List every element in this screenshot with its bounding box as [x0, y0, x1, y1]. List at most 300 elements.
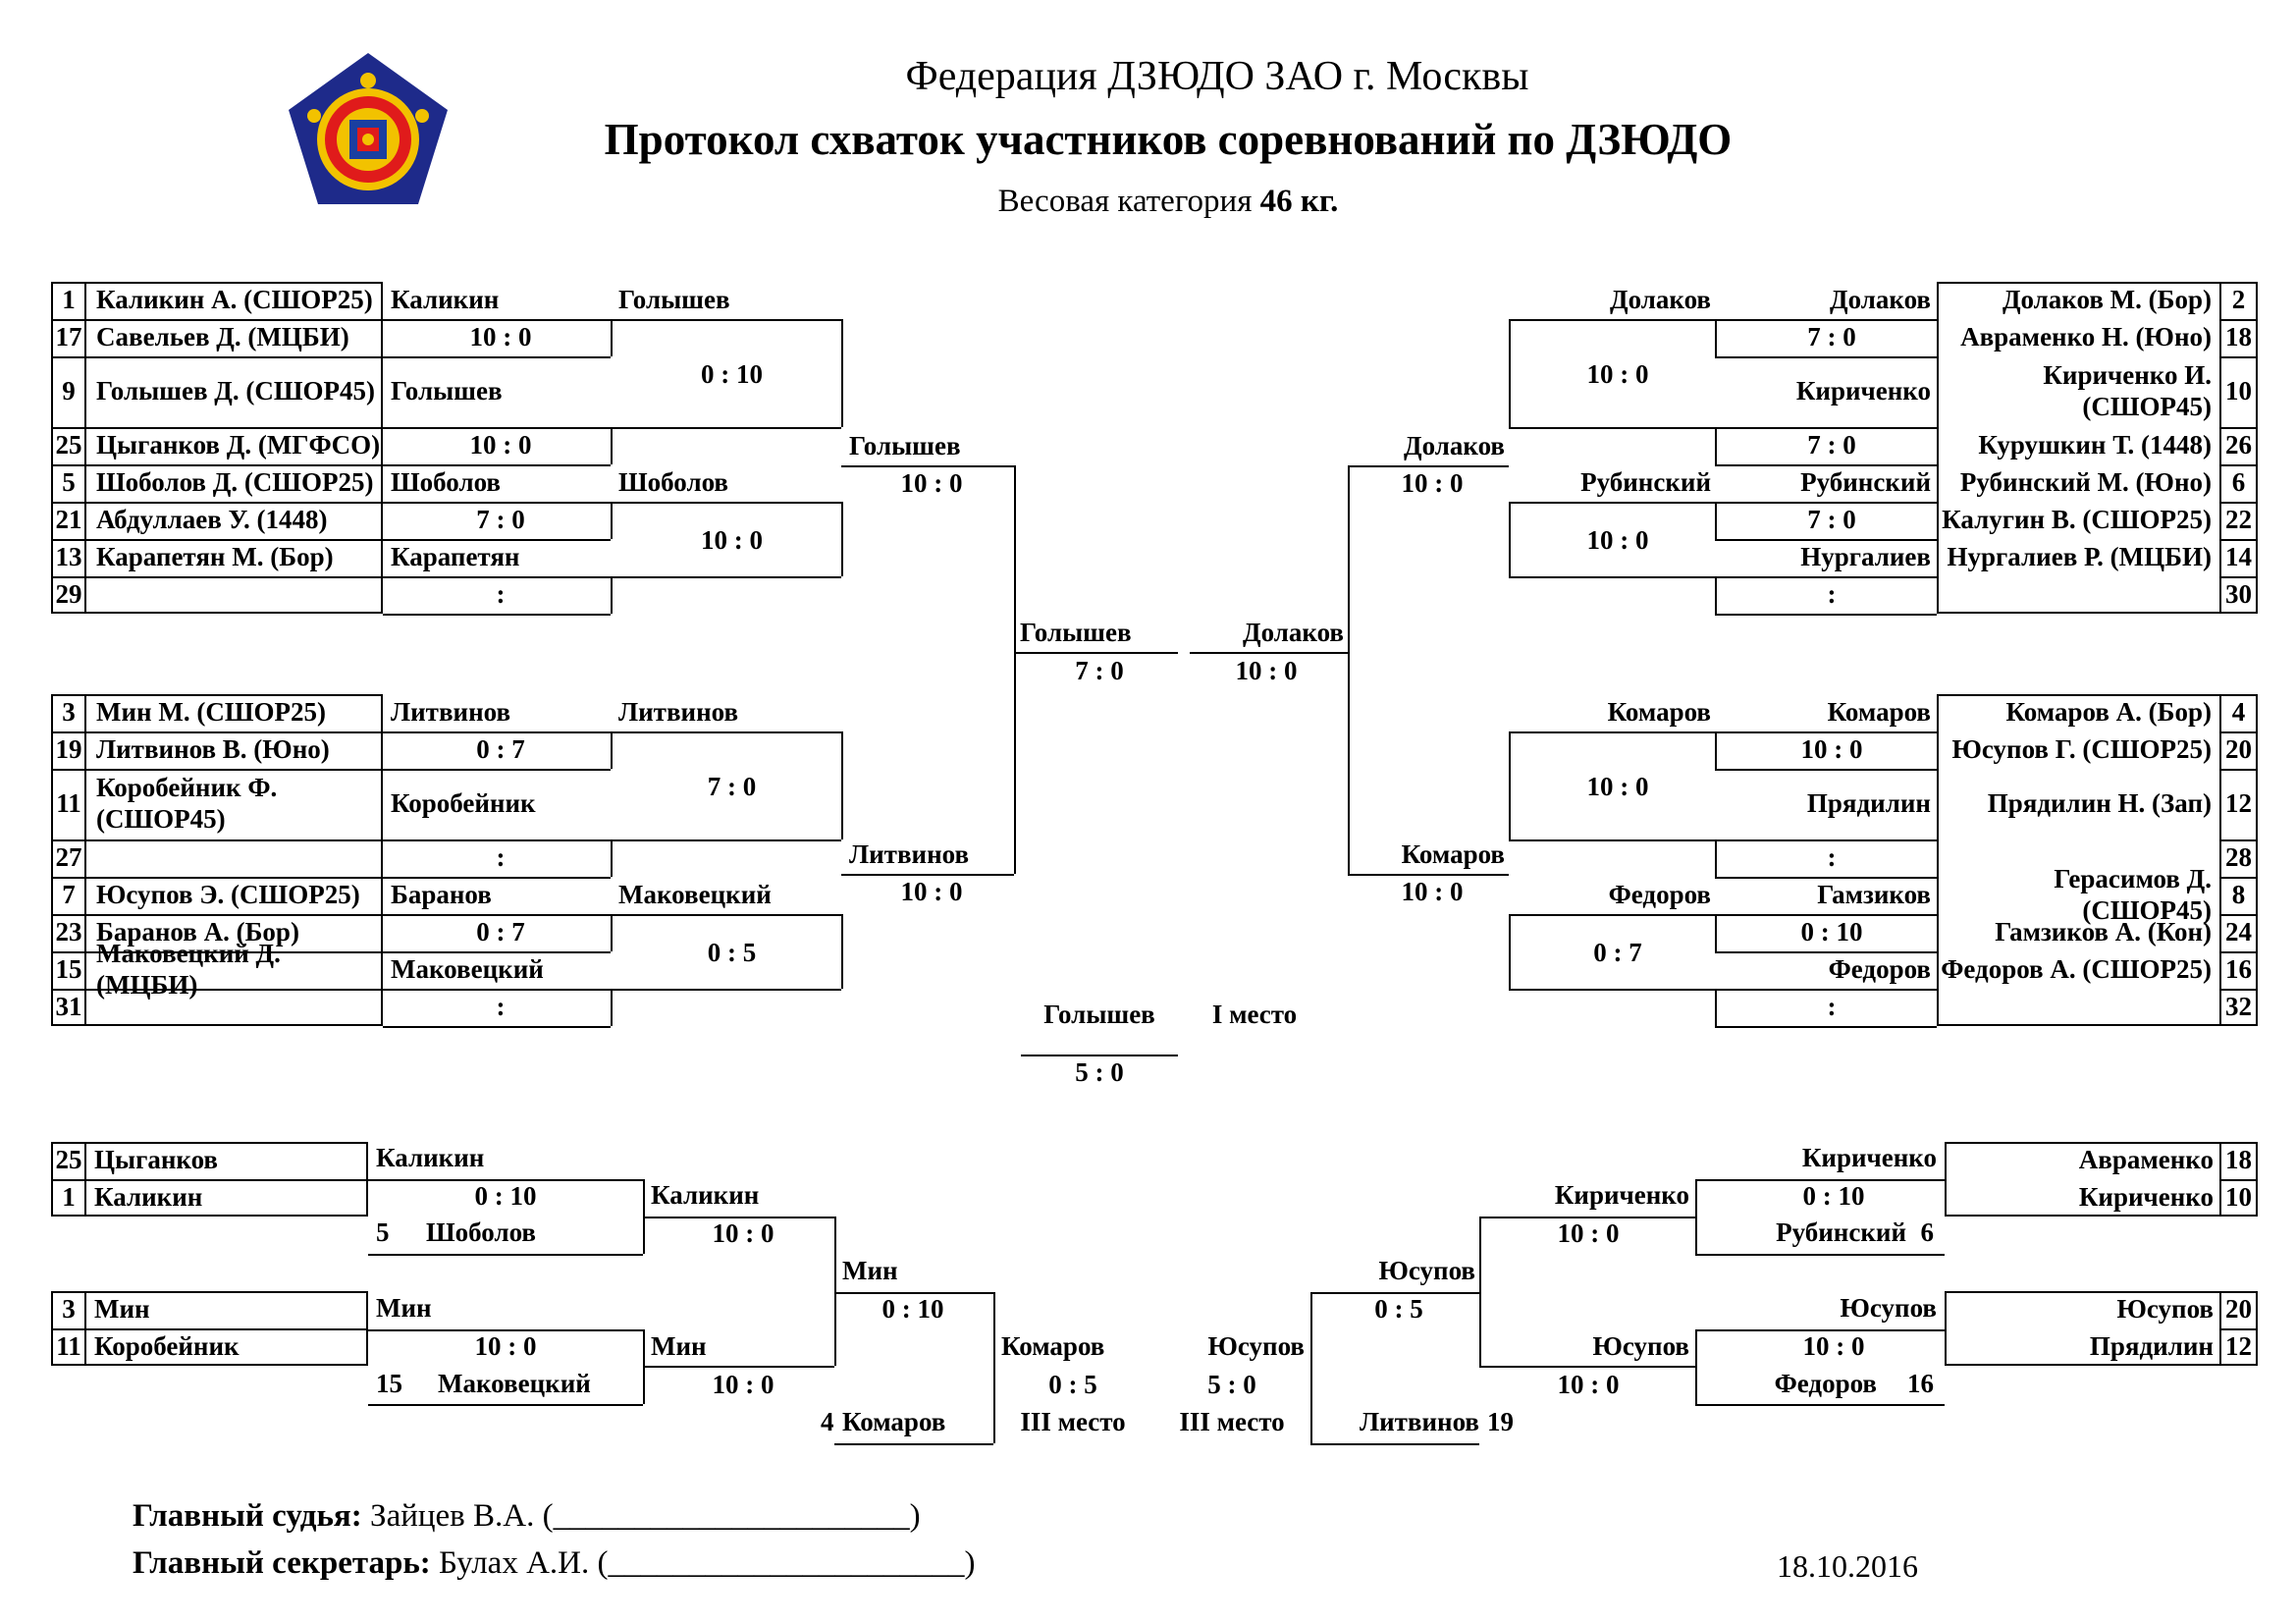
r1-line	[1715, 839, 1937, 841]
r1-winner: Прядилин	[1806, 788, 1931, 818]
protocol-date: 18.10.2016	[1777, 1548, 1918, 1584]
entry-name: Каликин А. (СШОР25)	[96, 285, 373, 314]
r1-winner: Гамзиков	[1817, 880, 1931, 909]
sf-line	[1348, 465, 1350, 874]
entry-row-line	[2219, 839, 2258, 841]
entry-name: Савельев Д. (МЦБИ)	[96, 322, 349, 352]
semi-final-left-score: 7 : 0	[1075, 656, 1124, 685]
judge-label: Главный судья:	[133, 1498, 362, 1534]
r2-line	[1509, 502, 1715, 504]
final-line	[1021, 1055, 1178, 1056]
r1-winner: Шоболов	[391, 467, 501, 497]
entry-number: 21	[55, 505, 82, 534]
r2-line	[611, 731, 841, 733]
entry-row-line	[51, 356, 383, 358]
entry-number: 8	[2231, 880, 2246, 909]
sf-line	[1348, 874, 1509, 876]
entry-name: Мин М. (СШОР25)	[96, 697, 326, 727]
rep-r3-score: 0 : 10	[881, 1294, 944, 1324]
entry-number: 29	[55, 579, 82, 609]
entry-number: 13	[55, 542, 82, 571]
entry-row-line	[2219, 502, 2258, 504]
r1-line	[383, 539, 611, 541]
r1-line	[1715, 769, 1937, 771]
entry-name: Юсупов Э. (СШОР25)	[96, 880, 360, 909]
r2-winner: Федоров	[1608, 880, 1711, 909]
rep-line	[1695, 1179, 1697, 1254]
r1-line	[383, 877, 611, 879]
r2-score: 7 : 0	[707, 772, 757, 801]
sf-line	[1348, 465, 1509, 467]
final-line	[1190, 652, 1348, 654]
rep-line	[1479, 1217, 1481, 1366]
r1-line	[1715, 614, 1937, 616]
entry-name: Рубинский М. (Юно)	[1959, 467, 2212, 497]
rep-line	[368, 1254, 643, 1256]
r2-line	[611, 427, 841, 429]
entry-name: Авраменко Н. (Юно)	[1960, 322, 2212, 352]
rep-entry-number: 18	[2225, 1145, 2252, 1174]
entry-row-line	[51, 731, 383, 733]
r2-score: 0 : 7	[1593, 938, 1642, 967]
r1-score: :	[496, 992, 506, 1021]
entry-name: Прядилин Н. (Зап)	[1987, 788, 2212, 818]
rep-entry-number: 11	[56, 1331, 81, 1361]
r1-line	[1715, 356, 1937, 358]
rep-r2-winner: Каликин	[651, 1180, 760, 1210]
rep-entry-number: 1	[62, 1182, 76, 1212]
entry-name: Юсупов Г. (СШОР25)	[1951, 734, 2212, 764]
entry-number: 25	[55, 430, 82, 460]
entry-row-line	[51, 839, 383, 841]
rep-entry-name: Коробейник	[94, 1331, 240, 1361]
secretary-label: Главный секретарь:	[133, 1545, 431, 1581]
entry-name: Курушкин Т. (1448)	[1978, 430, 2212, 460]
r2-winner: Долаков	[1610, 285, 1711, 314]
entry-name: Шоболов Д. (СШОР25)	[96, 467, 374, 497]
r1-line	[1715, 839, 1717, 877]
rep-line	[1310, 1443, 1479, 1445]
r2-line	[1509, 502, 1511, 576]
r1-winner: Федоров	[1828, 954, 1931, 984]
r2-line	[841, 731, 843, 839]
rep-bronze-winner: Комаров	[1001, 1331, 1105, 1361]
rep-add-number: 6	[1920, 1217, 1934, 1247]
entry-number: 28	[2225, 842, 2252, 872]
rep-add-number: 16	[1907, 1369, 1934, 1398]
r1-winner: Литвинов	[391, 697, 511, 727]
r2-line	[611, 989, 841, 991]
entry-number: 17	[55, 322, 82, 352]
entry-number: 22	[2225, 505, 2252, 534]
page-title: Протокол схваток участников соревнований по ДЗЮДО	[604, 115, 1733, 164]
r1-line	[383, 576, 611, 578]
rep-r1-winner: Мин	[376, 1293, 432, 1323]
entry-name: (МЦБИ)	[96, 970, 198, 1000]
rep-entry-number: 3	[62, 1294, 76, 1324]
rep-r1-score: 10 : 0	[1802, 1331, 1865, 1361]
entry-number: 3	[62, 697, 76, 727]
r2-winner: Рубинский	[1580, 467, 1711, 497]
sf-line	[1014, 465, 1016, 874]
rep-r1-winner: Кириченко	[1801, 1143, 1937, 1172]
r2-line	[1509, 731, 1715, 733]
r2-line	[1509, 319, 1511, 427]
rep-entry-name: Кириченко	[2078, 1182, 2214, 1212]
entry-row-line	[51, 769, 383, 771]
chief-judge	[133, 1500, 921, 1533]
rep-entry-name: Каликин	[94, 1182, 203, 1212]
r1-line	[611, 839, 613, 877]
entry-number: 7	[62, 880, 76, 909]
r1-line	[383, 464, 611, 466]
entry-row-line	[51, 877, 383, 879]
entry-number: 11	[56, 788, 81, 818]
rep-r1-winner: Юсупов	[1840, 1293, 1937, 1323]
r1-line	[611, 576, 613, 614]
entry-name: Цыганков Д. (МГФСО)	[96, 430, 381, 460]
third-place-label: III место	[1020, 1407, 1126, 1436]
entry-row-line	[2219, 539, 2258, 541]
entry-row-line	[51, 427, 383, 429]
entry-name: Литвинов В. (Юно)	[96, 734, 330, 764]
sf-winner: Комаров	[1401, 839, 1505, 869]
entry-name: Кириченко И.	[2043, 360, 2212, 390]
r2-winner: Комаров	[1607, 697, 1711, 727]
rep-r1-score: 10 : 0	[474, 1331, 537, 1361]
rep-r1-score: 0 : 10	[1802, 1181, 1865, 1211]
rep-row-line	[51, 1179, 368, 1181]
r2-line	[611, 576, 841, 578]
entry-number: 14	[2225, 542, 2252, 571]
entry-number: 9	[62, 376, 76, 406]
rep-add-number: 15	[376, 1369, 402, 1398]
rep-line	[834, 1443, 993, 1445]
r2-line	[1509, 319, 1715, 321]
rep-line	[1695, 1254, 1945, 1256]
r1-line	[383, 914, 611, 916]
r1-winner: Баранов	[391, 880, 492, 909]
rep-r2-score: 10 : 0	[712, 1370, 774, 1399]
r2-score: 10 : 0	[701, 525, 763, 555]
r1-line	[1715, 877, 1937, 879]
entry-row-line	[51, 539, 383, 541]
r1-line	[611, 914, 613, 951]
entry-name: Федоров А. (СШОР25)	[1941, 954, 2212, 984]
entry-number: 19	[55, 734, 82, 764]
final-score: 5 : 0	[1075, 1057, 1124, 1087]
rep-r3-winner: Мин	[842, 1256, 898, 1285]
entry-name: (СШОР45)	[96, 804, 226, 834]
entry-name: (СШОР45)	[2082, 895, 2212, 925]
r2-line	[1509, 427, 1715, 429]
r1-score: 7 : 0	[1807, 322, 1856, 352]
r1-score: 0 : 7	[476, 734, 525, 764]
sf-score: 10 : 0	[1401, 468, 1464, 498]
r1-line	[1715, 319, 1717, 356]
entry-number: 20	[2225, 734, 2252, 764]
r1-score: 10 : 0	[1800, 734, 1863, 764]
r1-winner: Долаков	[1830, 285, 1931, 314]
r2-line	[1509, 576, 1715, 578]
rep-line	[993, 1292, 995, 1443]
entry-name: Комаров А. (Бор)	[2005, 697, 2212, 727]
entry-number: 15	[55, 954, 82, 984]
entry-name: Коробейник Ф.	[96, 773, 278, 802]
r2-line	[1509, 839, 1715, 841]
r1-line	[383, 1026, 611, 1028]
r2-line	[841, 319, 843, 427]
entry-row-line	[2219, 877, 2258, 879]
rep-add-name: Рубинский	[1776, 1217, 1906, 1247]
r1-winner: Кириченко	[1795, 376, 1931, 406]
rep-add-name: Федоров	[1774, 1369, 1877, 1398]
r2-line	[841, 502, 843, 576]
rep-entry-name: Мин	[94, 1294, 150, 1324]
entry-row-line	[51, 464, 383, 466]
entry-row-line	[2219, 951, 2258, 953]
rep-line	[834, 1217, 836, 1366]
entry-number: 23	[55, 917, 82, 947]
federation-logo	[285, 51, 452, 208]
entry-name: Маковецкий Д.	[96, 939, 281, 968]
r1-line	[383, 951, 611, 953]
weight-category	[825, 186, 1512, 218]
entry-number: 16	[2225, 954, 2252, 984]
first-place-label: I место	[1211, 1000, 1298, 1029]
rep-line	[1479, 1366, 1695, 1368]
entry-number: 5	[62, 467, 76, 497]
r1-score: :	[496, 579, 506, 609]
r1-score: 7 : 0	[1807, 430, 1856, 460]
r1-line	[1715, 989, 1717, 1026]
chief-secretary	[133, 1547, 975, 1580]
rep-add-name: Маковецкий	[438, 1369, 591, 1398]
r1-line	[1715, 427, 1937, 429]
r1-line	[611, 502, 613, 539]
rep-r1-score: 0 : 10	[474, 1181, 537, 1211]
rep-bronze-score: 0 : 5	[1048, 1370, 1097, 1399]
r1-line	[1715, 989, 1937, 991]
r2-winner: Голышев	[618, 285, 730, 314]
r2-line	[841, 914, 843, 989]
semi-final-left-winner: Голышев	[1020, 618, 1132, 647]
r1-score: :	[1827, 579, 1837, 609]
entry-name: Калугин В. (СШОР25)	[1942, 505, 2212, 534]
r1-line	[1715, 914, 1937, 916]
sf-score: 10 : 0	[1401, 877, 1464, 906]
r1-score: 7 : 0	[1807, 505, 1856, 534]
r1-score: :	[496, 842, 506, 872]
sf-winner: Литвинов	[849, 839, 970, 869]
r1-score: 7 : 0	[476, 505, 525, 534]
sf-score: 10 : 0	[900, 468, 963, 498]
entry-number: 27	[55, 842, 82, 872]
rep-entry-name: Прядилин	[2089, 1331, 2214, 1361]
r1-score: 0 : 7	[476, 917, 525, 947]
r2-score: 0 : 10	[701, 359, 763, 389]
semi-final-right-score: 10 : 0	[1235, 656, 1298, 685]
r1-line	[1715, 731, 1717, 769]
entry-name: Голышев Д. (СШОР45)	[96, 376, 375, 406]
r1-winner: Маковецкий	[391, 954, 544, 984]
r1-winner: Карапетян	[391, 542, 520, 571]
entry-name: (СШОР45)	[2082, 392, 2212, 421]
r1-score: 0 : 10	[1800, 917, 1863, 947]
r1-line	[1715, 464, 1937, 466]
final-line	[1014, 652, 1178, 654]
r1-line	[1715, 951, 1937, 953]
judge-name: Зайцев В.А. (______________________)	[370, 1498, 921, 1534]
entry-number: 32	[2225, 992, 2252, 1021]
r1-line	[383, 989, 611, 991]
entry-row-line	[2219, 576, 2258, 578]
r1-line	[383, 319, 611, 321]
r1-line	[611, 989, 613, 1026]
rep-r2-score: 10 : 0	[712, 1218, 774, 1248]
rep-row-line	[51, 1328, 368, 1330]
r1-winner: Нургалиев	[1800, 542, 1931, 571]
rep-r2-score: 10 : 0	[1557, 1370, 1620, 1399]
r1-line	[383, 356, 611, 358]
r1-line	[1715, 731, 1937, 733]
r2-line	[611, 319, 841, 321]
rep-entry-number: 20	[2225, 1294, 2252, 1324]
rep-row-line	[2219, 1179, 2258, 1181]
rep-add-name: Литвинов	[1359, 1407, 1479, 1436]
entry-name: Баранов А. (Бор)	[96, 917, 299, 947]
entry-row-line	[2219, 731, 2258, 733]
r1-line	[383, 731, 611, 733]
rep-r2-winner: Юсупов	[1592, 1331, 1689, 1361]
r2-score: 0 : 5	[707, 938, 757, 967]
r2-score: 10 : 0	[1586, 525, 1649, 555]
entry-row-line	[2219, 356, 2258, 358]
r1-winner: Голышев	[391, 376, 503, 406]
rep-add-number: 4	[821, 1407, 834, 1436]
r1-line	[1715, 576, 1717, 614]
rep-bronze-winner: Юсупов	[1207, 1331, 1305, 1361]
rep-r2-score: 10 : 0	[1557, 1218, 1620, 1248]
r1-score: 10 : 0	[469, 430, 532, 460]
sf-winner: Долаков	[1404, 431, 1505, 460]
r1-line	[1715, 427, 1717, 464]
third-place-label: III место	[1179, 1407, 1285, 1436]
r1-winner: Коробейник	[391, 788, 536, 818]
r1-line	[383, 427, 611, 429]
entry-name: Карапетян М. (Бор)	[96, 542, 334, 571]
sf-line	[841, 874, 1014, 876]
rep-bronze-score: 5 : 0	[1207, 1370, 1256, 1399]
r2-line	[1509, 989, 1715, 991]
r1-winner: Рубинский	[1800, 467, 1931, 497]
r2-winner: Маковецкий	[618, 880, 772, 909]
rep-add-name: Шоболов	[426, 1217, 536, 1247]
entry-number: 2	[2231, 285, 2246, 314]
r2-score: 10 : 0	[1586, 359, 1649, 389]
weight-label: Весовая категория	[997, 184, 1253, 219]
rep-add-name: Комаров	[842, 1407, 946, 1436]
r2-line	[611, 839, 841, 841]
final-winner: Голышев	[1043, 1000, 1155, 1029]
entry-name: Долаков М. (Бор)	[2002, 285, 2212, 314]
entry-number: 26	[2225, 430, 2252, 460]
entry-name: Нургалиев Р. (МЦБИ)	[1947, 542, 2212, 571]
entry-number: 6	[2231, 467, 2246, 497]
r2-line	[611, 914, 841, 916]
entry-number: 24	[2225, 917, 2252, 947]
r1-line	[383, 769, 611, 771]
rep-r2-winner: Кириченко	[1554, 1180, 1689, 1210]
secretary-name: Булах А.И. (______________________)	[439, 1545, 976, 1581]
r2-line	[1509, 731, 1511, 839]
rep-r2-winner: Мин	[651, 1331, 707, 1361]
r2-line	[1509, 914, 1715, 916]
r1-line	[611, 731, 613, 769]
r1-line	[1715, 576, 1937, 578]
weight-value: 46 кг.	[1259, 184, 1339, 219]
entry-row-line	[51, 576, 383, 578]
entry-number: 18	[2225, 322, 2252, 352]
r1-winner: Каликин	[391, 285, 500, 314]
rep-line	[368, 1404, 643, 1406]
entry-name: Абдуллаев У. (1448)	[96, 505, 328, 534]
r1-line	[383, 839, 611, 841]
rep-entry-number: 12	[2225, 1331, 2252, 1361]
rep-r3-score: 0 : 5	[1374, 1294, 1423, 1324]
rep-entry-name: Цыганков	[94, 1145, 219, 1174]
r1-score: :	[1827, 992, 1837, 1021]
entry-row-line	[2219, 464, 2258, 466]
rep-entry-name: Юсупов	[2116, 1294, 2214, 1324]
entry-number: 10	[2225, 376, 2252, 406]
r1-line	[383, 614, 611, 616]
federation-name: Федерация ДЗЮДО ЗАО г. Москвы	[905, 54, 1529, 99]
rep-line	[643, 1366, 834, 1368]
sf-score: 10 : 0	[900, 877, 963, 906]
rep-entry-number: 10	[2225, 1182, 2252, 1212]
entry-number: 31	[55, 992, 82, 1021]
entry-row-line	[2219, 427, 2258, 429]
entry-number: 1	[62, 285, 76, 314]
sf-line	[841, 465, 1014, 467]
entry-row-line	[51, 502, 383, 504]
r1-line	[1715, 1026, 1937, 1028]
entry-row-line	[2219, 319, 2258, 321]
r2-winner: Шоболов	[618, 467, 728, 497]
entry-row-line	[2219, 914, 2258, 916]
r1-line	[611, 319, 613, 356]
r2-line	[1509, 914, 1511, 989]
rep-entry-name: Авраменко	[2078, 1145, 2214, 1174]
rep-r1-winner: Каликин	[376, 1143, 485, 1172]
rep-line	[1695, 1404, 1945, 1406]
r1-line	[1715, 539, 1937, 541]
rep-add-number: 19	[1487, 1407, 1514, 1436]
rep-add-number: 5	[376, 1217, 390, 1247]
r1-score: 10 : 0	[469, 322, 532, 352]
r1-line	[1715, 502, 1937, 504]
entry-number: 30	[2225, 579, 2252, 609]
semi-final-right-winner: Долаков	[1243, 618, 1344, 647]
sf-winner: Голышев	[849, 431, 961, 460]
entry-row-line	[2219, 769, 2258, 771]
r1-winner: Комаров	[1827, 697, 1931, 727]
rep-r3-winner: Юсупов	[1378, 1256, 1475, 1285]
entry-row-line	[2219, 989, 2258, 991]
rep-entry-number: 25	[55, 1145, 82, 1174]
entry-row-line	[51, 319, 383, 321]
